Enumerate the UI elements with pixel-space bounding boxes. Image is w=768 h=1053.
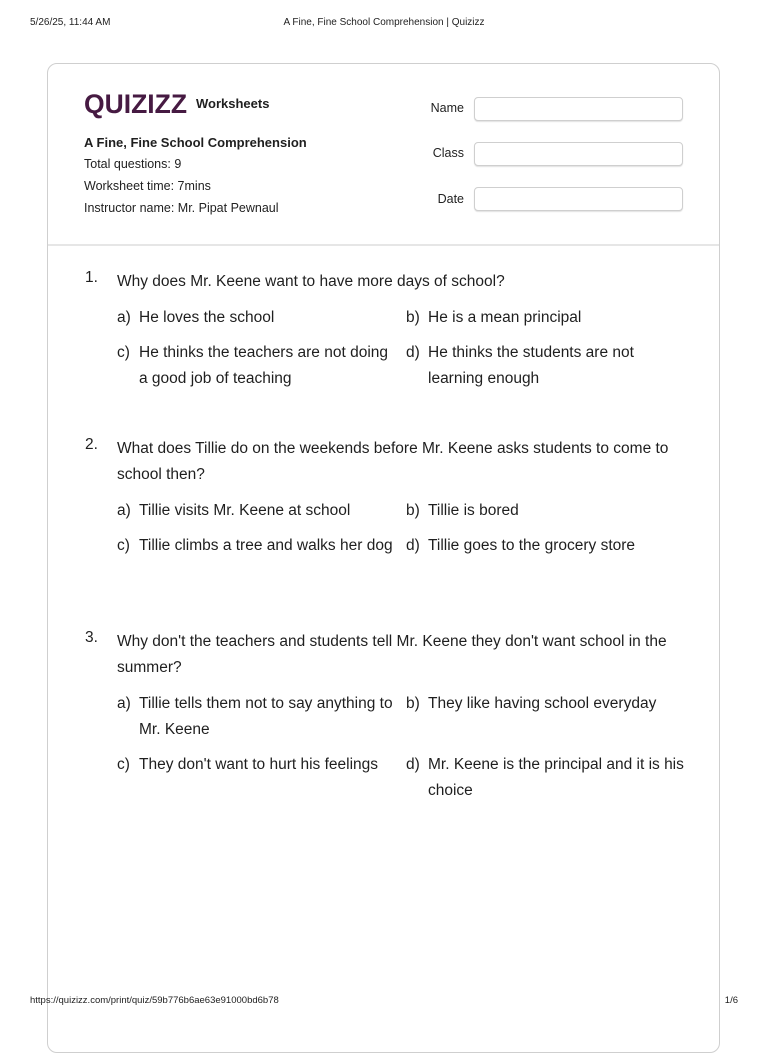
class-field[interactable] bbox=[474, 142, 683, 166]
quizizz-logo bbox=[84, 89, 188, 119]
date-label: Date bbox=[437, 192, 464, 206]
instructor-name: Instructor name: Mr. Pipat Pewnaul bbox=[84, 201, 279, 215]
option-text: He loves the school bbox=[139, 309, 275, 326]
print-datetime: 5/26/25, 11:44 AM bbox=[30, 17, 111, 28]
option-text: Tillie is bored bbox=[428, 502, 519, 519]
total-questions: Total questions: 9 bbox=[84, 157, 182, 171]
option-text: Tillie tells them not to say anything to Mr. Keene bbox=[139, 695, 393, 738]
svg-text:QUIZIZZ: QUIZIZZ bbox=[84, 89, 187, 119]
print-page-number: 1/6 bbox=[724, 995, 738, 1006]
option-letter: b) bbox=[406, 502, 420, 519]
option-text: He thinks the students are not learning enough bbox=[428, 344, 634, 387]
option-text: Mr. Keene is the principal and it is his choice bbox=[428, 756, 684, 799]
answer-option-c[interactable] bbox=[117, 533, 399, 559]
option-letter: b) bbox=[406, 309, 420, 326]
answer-option-a[interactable] bbox=[117, 691, 399, 743]
print-url: https://quizizz.com/print/quiz/59b776b6ae63e91000bd6b78 bbox=[30, 995, 279, 1006]
answer-option-a[interactable] bbox=[117, 498, 399, 524]
question-3 bbox=[85, 629, 685, 799]
answer-option-c[interactable] bbox=[117, 752, 399, 778]
answer-options bbox=[117, 305, 685, 389]
answer-option-b[interactable] bbox=[406, 691, 688, 717]
answer-option-c[interactable] bbox=[117, 340, 399, 392]
question-number: 3. bbox=[85, 629, 98, 646]
question-text: Why don't the teachers and students tell Mr. Keene they don't want school in the summer? bbox=[117, 633, 667, 676]
option-text: They don't want to hurt his feelings bbox=[139, 756, 379, 773]
question-number: 1. bbox=[85, 269, 98, 286]
option-letter: a) bbox=[117, 695, 131, 712]
answer-option-a[interactable] bbox=[117, 305, 399, 331]
name-field[interactable] bbox=[474, 97, 683, 121]
answer-option-b[interactable] bbox=[406, 305, 688, 331]
answer-option-d[interactable] bbox=[406, 340, 688, 392]
worksheet-header bbox=[48, 64, 719, 246]
option-letter: c) bbox=[117, 537, 130, 554]
print-header bbox=[30, 17, 738, 31]
question-1 bbox=[85, 269, 685, 389]
option-letter: d) bbox=[406, 537, 420, 554]
worksheet-time: Worksheet time: 7mins bbox=[84, 179, 211, 193]
answer-option-d[interactable] bbox=[406, 533, 688, 559]
print-footer bbox=[30, 995, 738, 1009]
worksheet-card bbox=[47, 63, 720, 1053]
answer-options bbox=[117, 691, 685, 799]
option-letter: d) bbox=[406, 756, 420, 773]
worksheet-title: A Fine, Fine School Comprehension bbox=[84, 135, 307, 150]
option-text: He is a mean principal bbox=[428, 309, 582, 326]
print-page-title: A Fine, Fine School Comprehension | Quizizz bbox=[283, 17, 485, 28]
option-letter: a) bbox=[117, 502, 131, 519]
option-text: Tillie goes to the grocery store bbox=[428, 537, 636, 554]
brand-label: Worksheets bbox=[196, 96, 270, 111]
option-text: Tillie climbs a tree and walks her dog bbox=[139, 537, 393, 554]
question-number: 2. bbox=[85, 436, 98, 453]
question-2 bbox=[85, 436, 685, 582]
option-letter: c) bbox=[117, 756, 130, 773]
date-field[interactable] bbox=[474, 187, 683, 211]
name-label: Name bbox=[430, 101, 464, 115]
answer-option-d[interactable] bbox=[406, 752, 688, 804]
class-label: Class bbox=[432, 146, 464, 160]
option-letter: c) bbox=[117, 344, 130, 361]
option-letter: a) bbox=[117, 309, 131, 326]
answer-option-b[interactable] bbox=[406, 498, 688, 524]
question-text: What does Tillie do on the weekends before Mr. Keene asks students to come to school then? bbox=[117, 440, 669, 483]
option-text: He thinks the teachers are not doing a good job of teaching bbox=[139, 344, 389, 387]
answer-options bbox=[117, 498, 685, 582]
question-text: Why does Mr. Keene want to have more days of school? bbox=[117, 273, 505, 290]
option-letter: b) bbox=[406, 695, 420, 712]
option-text: Tillie visits Mr. Keene at school bbox=[139, 502, 351, 519]
option-letter: d) bbox=[406, 344, 420, 361]
option-text: They like having school everyday bbox=[428, 695, 657, 712]
